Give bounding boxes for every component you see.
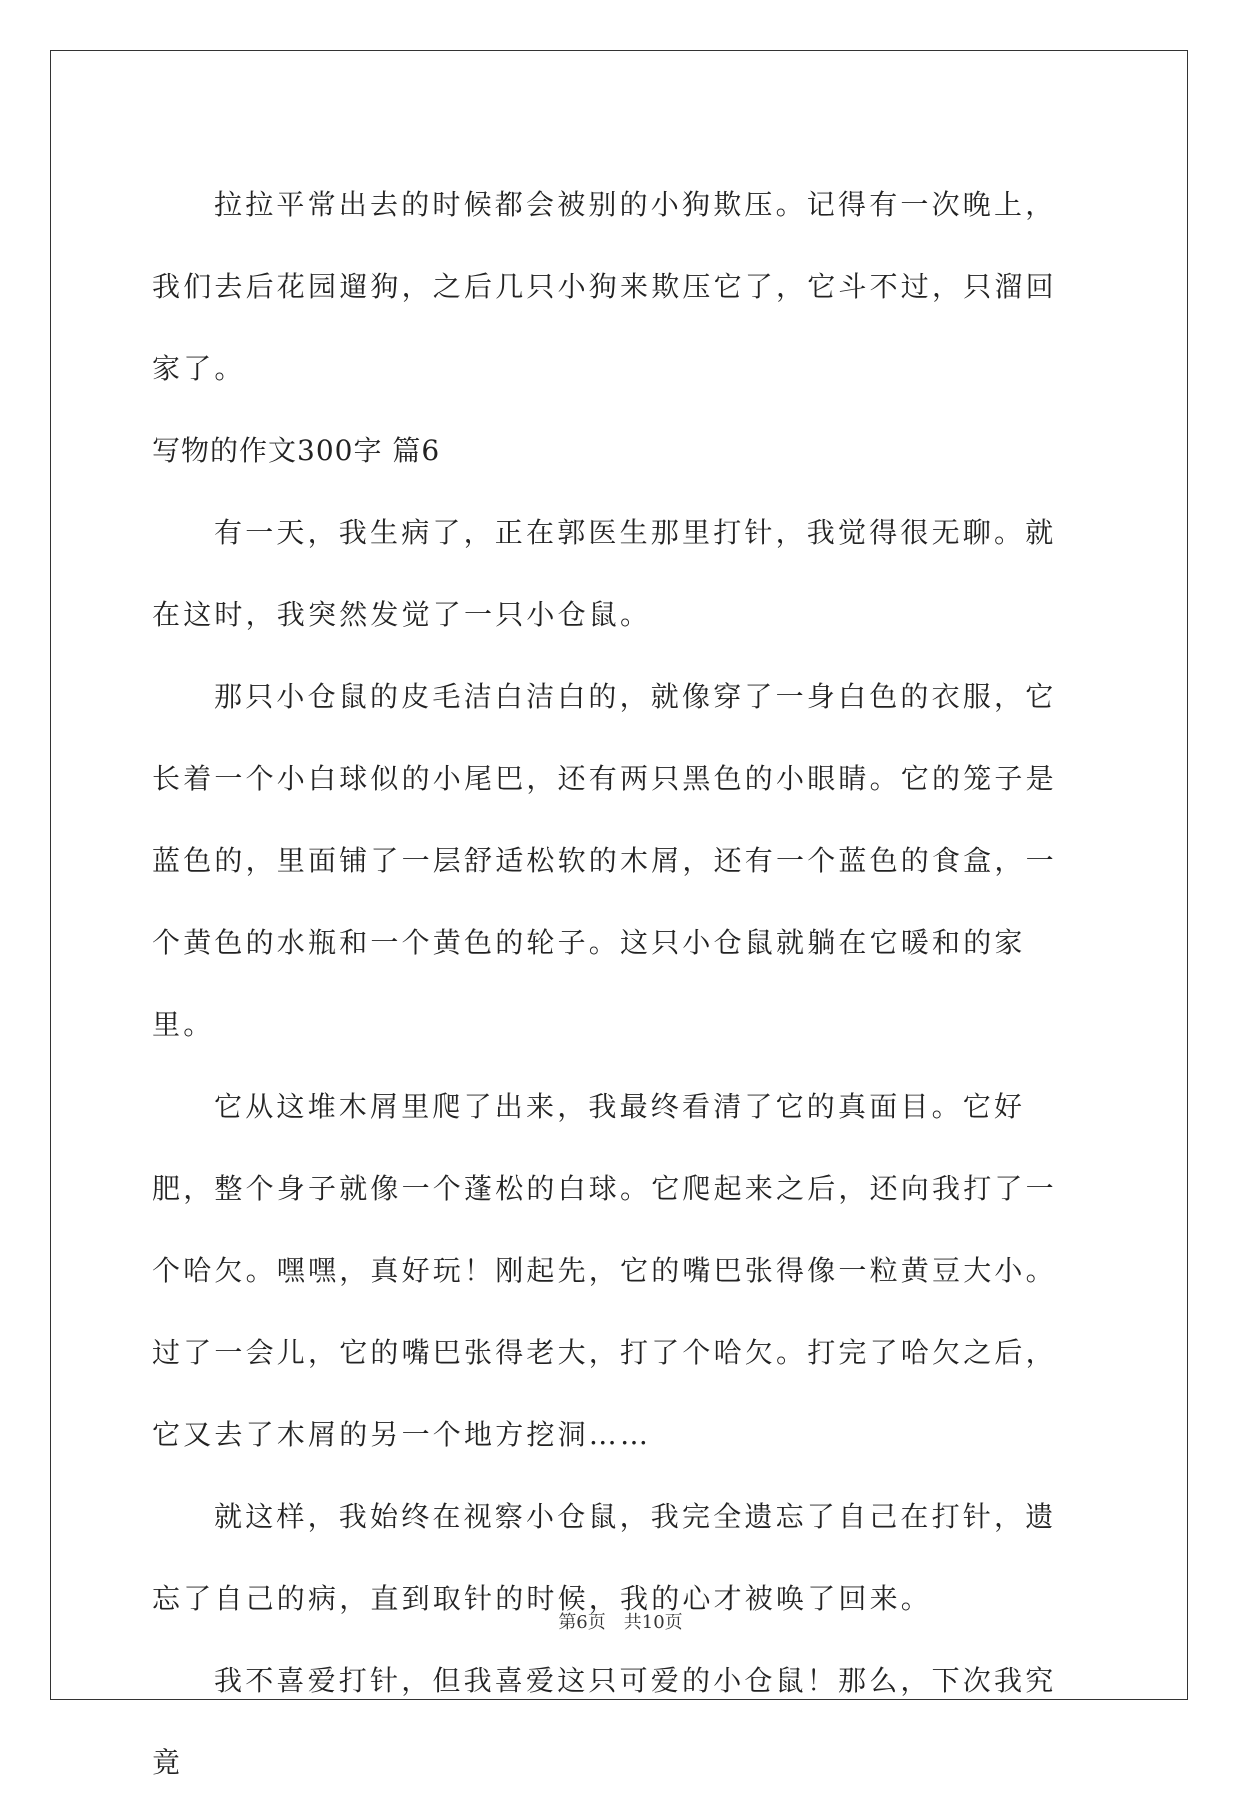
section-heading: 写物的作文300字 篇6 [152,434,441,467]
paragraph-3: 那只小仓鼠的皮毛洁白洁白的，就像穿了一身白色的衣服，它长着一个小白球似的小尾巴，还有两只黑色的小眼睛。它的笼子是蓝色的，里面铺了一层舒适松软的木屑，还有一个蓝色的食盒，一个黄色的水瓶和一个黄色的轮子。这只小仓鼠就躺在它暖和的家里。 [152,680,1057,1041]
paragraph-1: 拉拉平常出去的时候都会被别的小狗欺压。记得有一次晚上，我们去后花园遛狗，之后几只小狗来欺压它了，它斗不过，只溜回家了。 [152,188,1057,385]
paragraph-6: 我不喜爱打针，但我喜爱这只可爱的小仓鼠！那么，下次我究竟 [152,1664,1057,1779]
paragraph-5: 就这样，我始终在视察小仓鼠，我完全遗忘了自己在打针，遗忘了自己的病，直到取针的时候，我的心才被唤了回来。 [152,1500,1057,1615]
document-body [152,164,1087,1804]
paragraph-2: 有一天，我生病了，正在郭医生那里打针，我觉得很无聊。就在这时，我突然发觉了一只小仓鼠。 [152,516,1057,631]
paragraph-4: 它从这堆木屑里爬了出来，我最终看清了它的真面目。它好肥，整个身子就像一个蓬松的白球。它爬起来之后，还向我打了一个哈欠。嘿嘿，真好玩！刚起先，它的嘴巴张得像一粒黄豆大小。过了一会儿，它的嘴巴张得老大，打了个哈欠。打完了哈欠之后，它又去了木屑的另一个地方挖洞…… [152,1090,1057,1451]
page-number-footer: 第6页 共10页 [558,1612,683,1633]
